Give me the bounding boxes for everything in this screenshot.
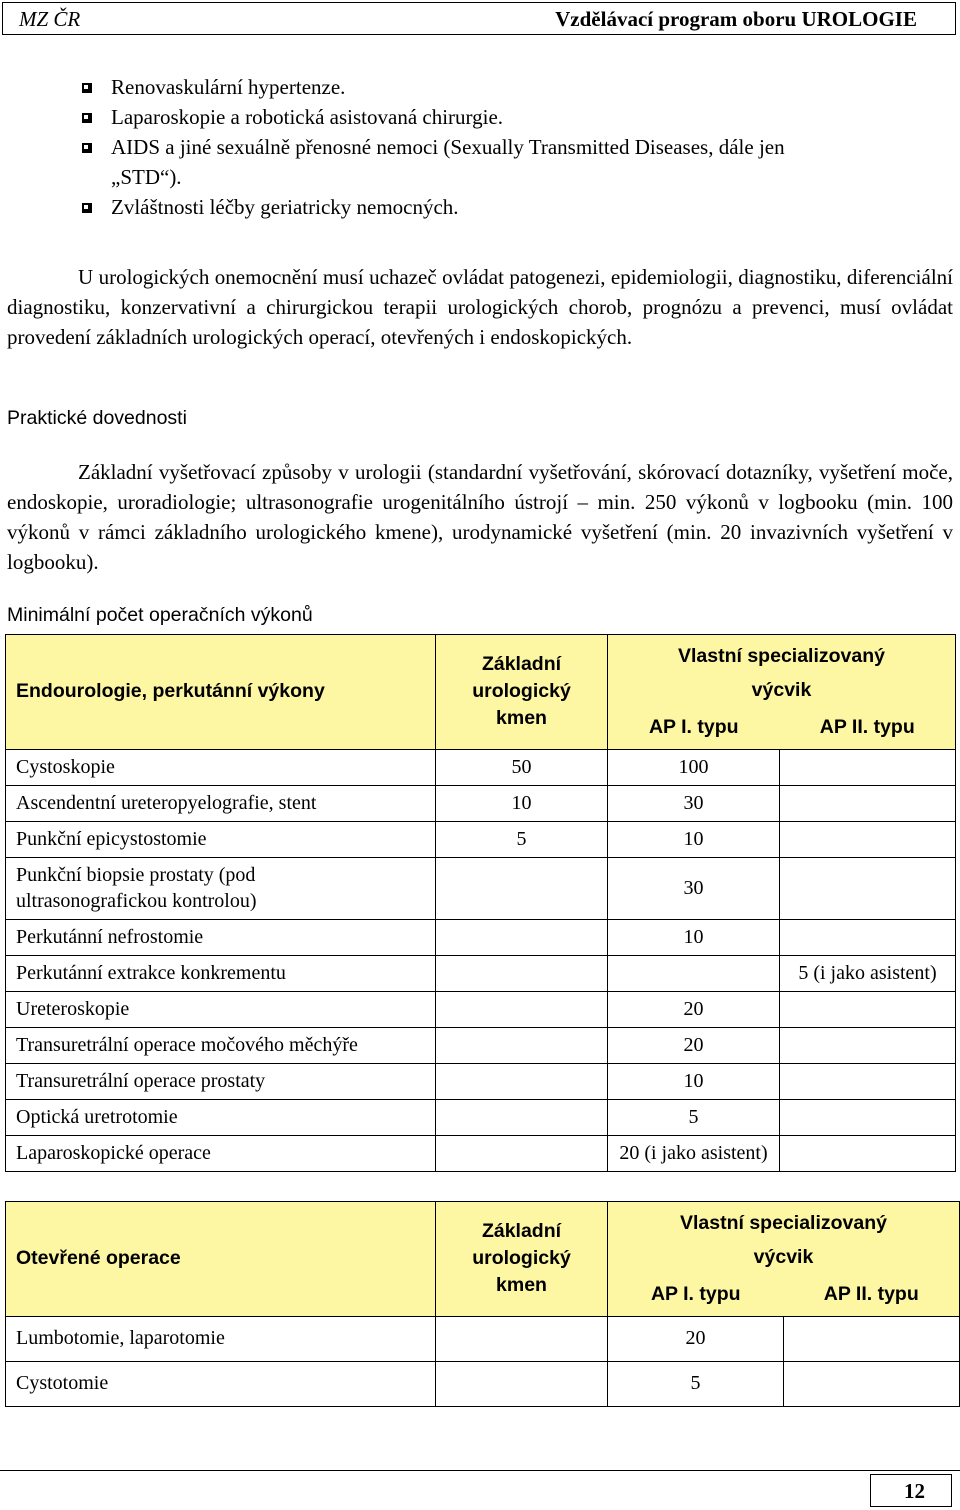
list-item-continuation: „STD“). (111, 165, 182, 189)
header-left: MZ ČR (19, 7, 81, 31)
checkbox-bullet-icon (82, 113, 92, 123)
table-row: Perkutánní nefrostomie 10 (6, 919, 956, 955)
list-item: Renovaskulární hypertenze. (78, 72, 938, 102)
table-row: Transuretrální operace prostaty 10 (6, 1063, 956, 1099)
page-header (2, 2, 956, 35)
table-header-ap2: AP II. typu (780, 707, 956, 749)
table-header-category: Endourologie, perkutánní výkony (6, 635, 436, 750)
table-row: Cystoskopie 50 100 (6, 749, 956, 785)
checkbox-bullet-icon (82, 143, 92, 153)
footer-divider (0, 1470, 960, 1471)
bullet-list (78, 72, 938, 222)
checkbox-bullet-icon (82, 83, 92, 93)
section-heading-practical-skills: Praktické dovednosti (7, 407, 187, 429)
list-item: AIDS a jiné sexuálně přenosné nemoci (Sexually Transmitted Diseases, dále jen (78, 132, 938, 162)
list-item: Zvláštnosti léčby geriatricky nemocných. (78, 192, 938, 222)
table-header-ap1: AP I. typu (608, 1274, 784, 1316)
table-header-category: Otevřené operace (6, 1202, 436, 1317)
page-number: 12 (870, 1474, 952, 1507)
list-item: Laparoskopie a robotická asistovaná chirurgie. (78, 102, 938, 132)
open-operations-table (5, 1201, 960, 1407)
table-row: Punkční biopsie prostaty (pod ultrasonografickou kontrolou) 30 (6, 857, 956, 919)
table-row: Laparoskopické operace 20 (i jako asistent) (6, 1135, 956, 1171)
table-row: Ascendentní ureteropyelografie, stent 10 30 (6, 785, 956, 821)
table-header-ap1: AP I. typu (608, 707, 780, 749)
table-row: Lumbotomie, laparotomie 20 (6, 1316, 960, 1361)
table-header-specialized-training: Vlastní specializovaný výcvik (608, 635, 956, 708)
table-header-ap2: AP II. typu (784, 1274, 960, 1316)
section-heading-min-operations: Minimální počet operačních výkonů (7, 604, 313, 626)
table-row: Transuretrální operace močového měchýře 20 (6, 1027, 956, 1063)
table-row: Perkutánní extrakce konkrementu 5 (i jako asistent) (6, 955, 956, 991)
endourology-table (5, 634, 956, 1172)
table-header-specialized-training: Vlastní specializovaný výcvik (608, 1202, 960, 1275)
table-header-basic-trunk: Základní urologický kmen (436, 1202, 608, 1317)
table-row: Optická uretrotomie 5 (6, 1099, 956, 1135)
table-row: Punkční epicystostomie 5 10 (6, 821, 956, 857)
checkbox-bullet-icon (82, 203, 92, 213)
table-row: Cystotomie 5 (6, 1361, 960, 1406)
table-header-basic-trunk: Základní urologický kmen (436, 635, 608, 750)
paragraph-practical-skills: Základní vyšetřovací způsoby v urologii (standardní vyšetřování, skórovací dotazníky, vyšetření moče, endoskopie, uroradiologie; ultrasonografie urogenitálního ústrojí – min. 250 výkonů v logbooku (min. 100 výkonů v rámci základního urologického kmene), urodynamické vyšetření (min. 20 invazivních vyšetření v logbooku). (7, 460, 953, 574)
paragraph-requirements: U urologických onemocnění musí uchazeč ovládat patogenezi, epidemiologii, diagnostiku, diferenciální diagnostiku, konzervativní a chirurgickou terapii urologických chorob, prognózu a prevenci, musí ovládat provedení základních urologických operací, otevřených i endoskopických. (7, 265, 953, 349)
header-title: Vzdělávací program oboru UROLOGIE (555, 7, 917, 31)
table-row: Ureteroskopie 20 (6, 991, 956, 1027)
